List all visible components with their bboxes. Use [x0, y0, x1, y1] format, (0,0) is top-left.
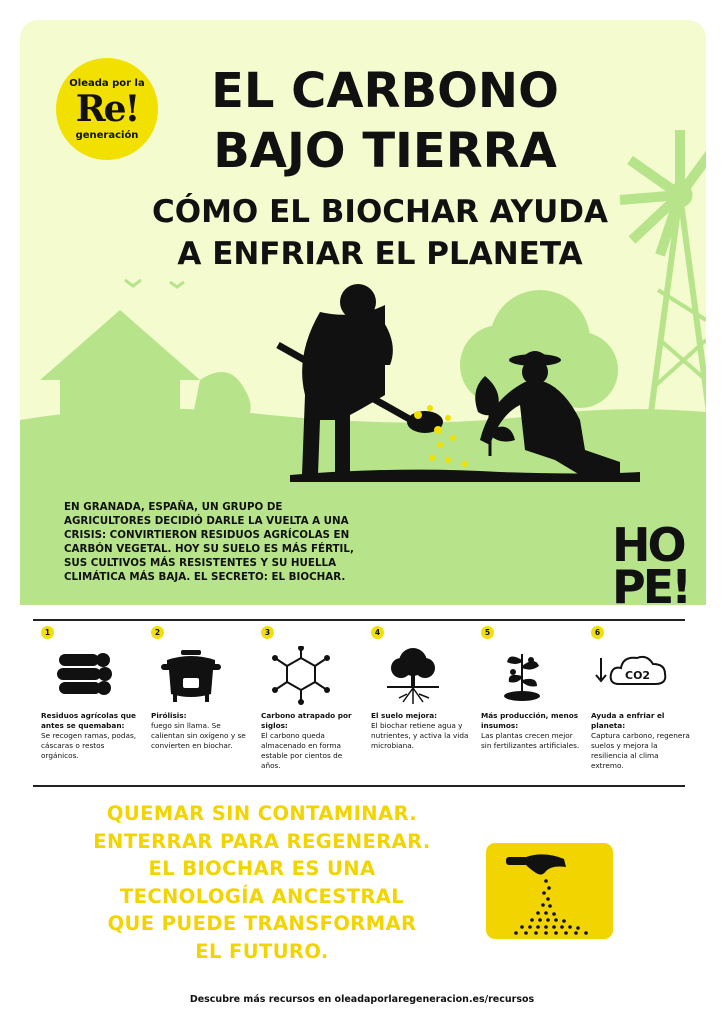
step-number: 4 — [371, 626, 384, 639]
slogan-line: EL BIOCHAR ES UNA — [148, 857, 376, 880]
slogan-line: ENTERRAR PARA REGENERAR. — [93, 829, 431, 853]
footer-text[interactable]: Descubre más recursos en oleadaporlaregeneracion.es/recursos — [189, 994, 535, 1005]
step-number: 1 — [41, 626, 54, 639]
sowing-hand-icon — [486, 843, 613, 939]
hero-section — [20, 20, 706, 605]
step-text: Se recogen ramas, podas, cáscaras o restos orgánicos. — [41, 731, 137, 760]
step-text: fuego sin llama. Se calientan sin oxígeno y se convierten en biochar. — [151, 721, 246, 750]
molecule-icon — [261, 646, 349, 706]
step-title: Más producción, menos insumos: — [481, 711, 579, 730]
intro-text: EN GRANADA, ESPAÑA, UN GRUPO DE AGRICULTORES DECIDIÓ DARLE LA VUELTA A UNA CRISIS: CONVIRTIERON RESIDUOS AGRÍCOLAS EN CARBÓN VEGETAL. HOY SU SUELO ES MÁS FÉRTIL, SUS CULTIVOS MÁS RESISTENTES Y SU HUELLA CLIMÁTICA MÁS BAJA. EL SECRETO: EL BIOCHAR. — [64, 501, 354, 583]
step-text: El carbono queda almacenado en forma estable por cientos de años. — [261, 731, 343, 770]
steps-row — [33, 622, 693, 782]
logo[interactable] — [56, 58, 158, 160]
step-number: 5 — [481, 626, 494, 639]
birds-icon — [125, 280, 184, 287]
step-number: 3 — [261, 626, 274, 639]
subtitle-line1: CÓMO EL BIOCHAR AYUDA — [151, 194, 609, 230]
step-number: 6 — [591, 626, 604, 639]
slogan — [52, 800, 472, 965]
step-2 — [143, 622, 253, 782]
divider-bottom — [33, 785, 685, 787]
divider-top — [33, 619, 685, 621]
page-title-line2: BAJO TIERRA — [213, 123, 557, 179]
hope-logo — [612, 518, 702, 605]
house-icon — [40, 310, 251, 435]
step-3 — [253, 622, 363, 782]
step-title: Ayuda a enfriar el planeta: — [591, 711, 665, 730]
step-title: Carbono atrapado por siglos: — [261, 711, 352, 730]
slogan-line: QUEMAR SIN CONTAMINAR. — [106, 802, 418, 825]
logo-line3: generación — [75, 130, 139, 141]
slogan-line: EL FUTURO. — [195, 939, 329, 963]
step-title: El suelo mejora: — [371, 711, 438, 720]
subtitle-line2: A ENFRIAR EL PLANETA — [177, 236, 583, 272]
logs-icon — [41, 646, 129, 706]
logo-line2: Re! — [75, 88, 139, 130]
step-5 — [473, 622, 583, 782]
hope-line1: HO — [612, 518, 684, 572]
logo-line1: Oleada por la — [69, 78, 145, 89]
page-title-line1: EL CARBONO — [211, 63, 559, 119]
windmill-icon — [620, 130, 706, 420]
co2-label: CO2 — [625, 669, 651, 682]
tree-roots-icon — [371, 646, 459, 706]
kiln-icon — [151, 646, 239, 706]
step-1 — [33, 622, 143, 782]
step-number: 2 — [151, 626, 164, 639]
step-6 — [583, 622, 693, 782]
step-4 — [363, 622, 473, 782]
slogan-line: TECNOLOGÍA ANCESTRAL — [119, 884, 405, 908]
hope-line2: PE! — [612, 560, 690, 605]
step-title: Residuos agrícolas que antes se quemaban: — [41, 711, 136, 730]
step-text: Captura carbono, regenera suelos y mejora la resiliencia al clima extremo. — [591, 731, 690, 770]
co2-cloud-icon — [591, 646, 679, 706]
step-text: El biochar retiene agua y nutrientes, y activa la vida microbiana. — [371, 721, 469, 750]
step-title: Pirólisis: — [151, 711, 187, 720]
plant-icon — [481, 646, 569, 706]
step-text: Las plantas crecen mejor sin fertilizantes artificiales. — [481, 731, 580, 750]
slogan-line: QUE PUEDE TRANSFORMAR — [107, 912, 417, 935]
